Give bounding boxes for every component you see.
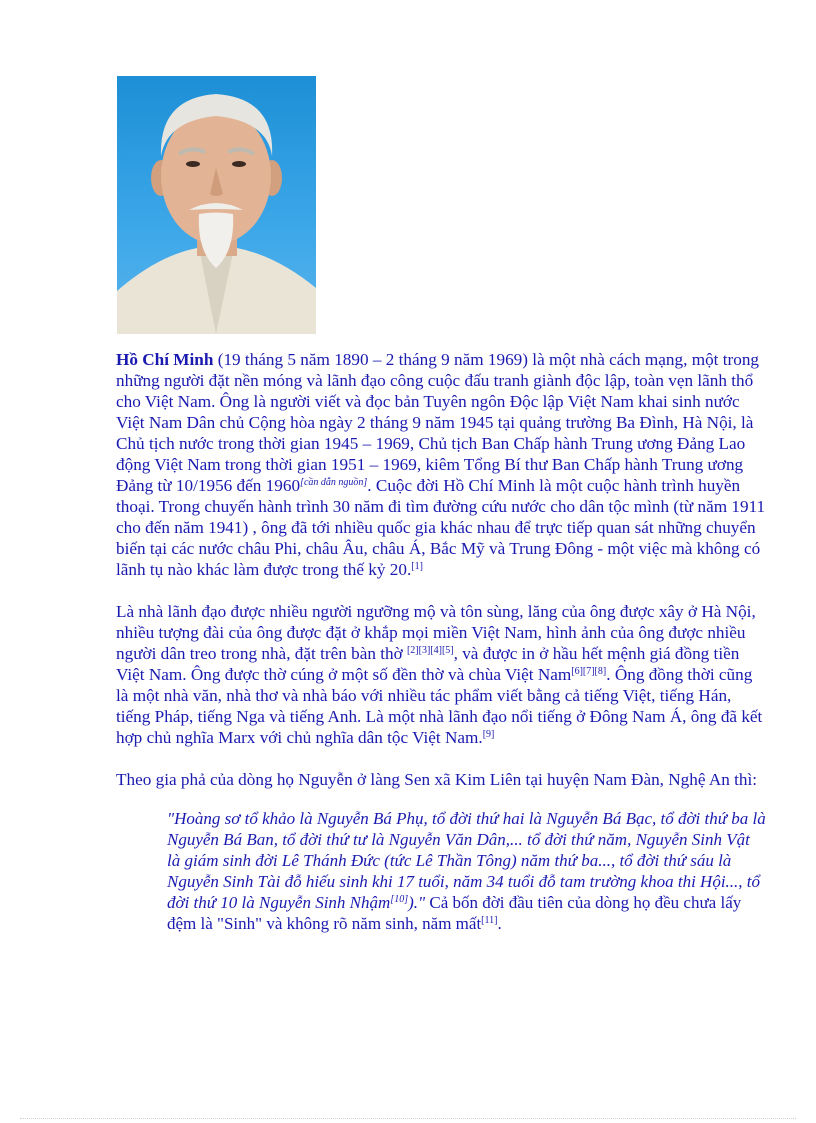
legacy-text-1: Là nhà lãnh đạo được nhiều người ngưỡng mộ và tôn sùng, lăng của ông được xây ở Hà Nội, nhiều tượng đài của ông được đặt ở khắp mọi miền Việt Nam, hình ảnh của ông được nhiều người dân treo trong nhà, đặt trên bàn thờ [116,602,756,663]
portrait-illustration [117,76,316,334]
article-body [116,349,766,934]
reference-links-2-5[interactable]: [2][3][4][5] [406,645,454,656]
quote-italic-end: )." [408,893,426,912]
quote-text: Cả bốn đời đầu tiên của dòng họ đều chưa lấy đệm là "Sinh" và không rõ năm sinh, năm mất [167,893,742,933]
portrait-image [117,76,316,334]
legacy-text-2: , và được in ở hầu hết mệnh giá đồng tiền Việt Nam. Ông được thờ cúng ở một số đền thờ và chùa Việt Nam [116,644,740,684]
legacy-paragraph [116,601,766,748]
intro-text-1: (19 tháng 5 năm 1890 – 2 tháng 9 năm 1969) là một nhà cách mạng, một trong những người đặt nền móng và lãnh đạo công cuộc đấu tranh giành độc lập, toàn vẹn lãnh thổ cho Việt Nam. Ông là người viết và đọc bản Tuyên ngôn Độc lập Việt Nam khai sinh nước Việt Nam Dân chủ Cộng hòa ngày 2 tháng 9 năm 1945 tại quảng trường Ba Đình, Hà Nội, là Chủ tịch nước trong thời gian 1945 – 1969, Chủ tịch Ban Chấp hành Trung ương Đảng Lao động Việt Nam trong thời gian 1951 – 1969, kiêm Tổng Bí thư Ban Chấp hành Trung ương Đảng từ 10/1956 đến 1960 [116,350,760,495]
reference-link-11[interactable]: [11] [481,915,498,926]
subject-name: Hồ Chí Minh [116,350,214,369]
reference-link-1[interactable]: [1] [411,561,423,572]
genealogy-intro: Theo gia phả của dòng họ Nguyễn ở làng Sen xã Kim Liên tại huyện Nam Đàn, Nghệ An thì: [116,770,758,789]
legacy-text-3: . Ông đồng thời cũng là một nhà văn, nhà thơ và nhà báo với nhiều tác phẩm viết bằng cả tiếng Việt, tiếng Hán, tiếng Pháp, tiếng Nga và tiếng Anh. Là một nhà lãnh đạo nổi tiếng ở Đông Nam Á, ông đã kết hợp chủ nghĩa Marx với chủ nghĩa dân tộc Việt Nam. [116,665,763,747]
reference-link-10[interactable]: [10] [390,894,409,905]
genealogy-quote [167,808,767,934]
citation-needed-link[interactable]: [cần dẫn nguồn] [300,477,368,488]
quote-italic-text: "Hoàng sơ tổ khảo là Nguyễn Bá Phụ, tổ đời thứ hai là Nguyễn Bá Bạc, tổ đời thứ ba là Nguyễn Bá Ban, tổ đời thứ tư là Nguyễn Văn Dân,... tổ đời thứ năm, Nguyễn Sinh Vật là giám sinh đời Lê Thánh Đức (tức Lê Thần Tông) năm thứ ba..., tổ đời thứ sáu là Nguyễn Sinh Tài đỗ hiếu sinh khi 17 tuổi, năm 34 tuổi đỗ tam trường khoa thi Hội..., tổ đời thứ 10 là Nguyễn Sinh Nhậm [167,809,766,912]
reference-link-9[interactable]: [9] [482,729,495,740]
intro-paragraph [116,349,766,580]
reference-links-6-8[interactable]: [6][7][8] [571,666,607,677]
intro-text-2: . Cuộc đời Hồ Chí Minh là một cuộc hành trình huyền thoại. Trong chuyến hành trình 30 năm đi tìm đường cứu nước cho dân tộc mình (từ năm 1911 cho đến năm 1941) , ông đã tới nhiều quốc gia khác nhau để trực tiếp quan sát những chuyển biến tại các nước châu Phi, châu Âu, châu Á, Bắc Mỹ và Trung Đông - một việc mà không có lãnh tụ nào khác làm được trong thế kỷ 20. [116,476,766,579]
page-bottom-divider [20,1118,796,1119]
quote-text-end: . [497,914,502,933]
